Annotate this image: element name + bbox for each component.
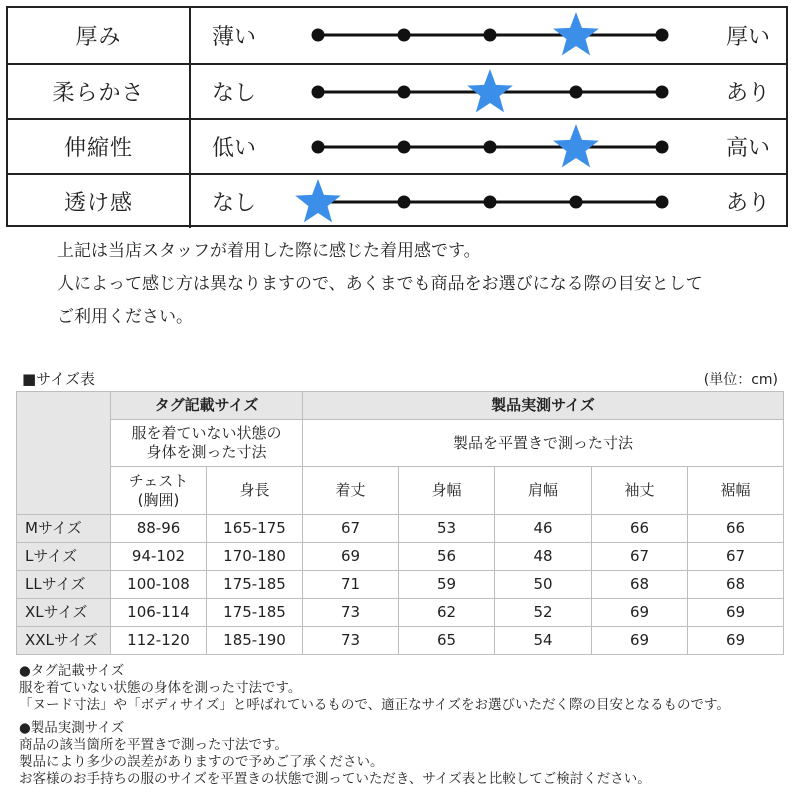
scale-dot <box>398 29 411 42</box>
column-header-length: 着丈 <box>303 467 399 515</box>
scale-dot <box>398 141 411 154</box>
fit-note-line: 人によって感じ方は異なりますので、あくまでも商品をお選びになる際の目安として <box>57 274 703 294</box>
cell-shoulder: 54 <box>495 627 592 655</box>
table-row <box>17 543 784 571</box>
feel-high-label: 高い <box>725 136 770 161</box>
feel-row-sheerness <box>8 173 786 228</box>
column-header-chest <box>111 467 207 515</box>
group-header-measured-size: 製品実測サイズ <box>303 392 784 420</box>
footnote-line: 「ヌード寸法」や「ボディサイズ」と呼ばれているもので、適正なサイズをお選びいただく際の目安となるものです。 <box>19 697 730 713</box>
cell-body-width: 59 <box>399 571 495 599</box>
feel-row-thickness <box>8 8 786 63</box>
cell-chest: 88-96 <box>111 515 207 543</box>
scale-dot <box>570 196 583 209</box>
cell-shoulder: 52 <box>495 599 592 627</box>
column-header-hem: 裾幅 <box>688 467 784 515</box>
cell-length: 73 <box>303 599 399 627</box>
footnote-line: 服を着ていない状態の身体を測った寸法です。 <box>19 680 302 696</box>
scale-dot <box>656 141 669 154</box>
feel-label: 厚み <box>8 8 191 63</box>
size-header-corner <box>17 392 111 515</box>
footnote-line: お客様のお手持ちの服のサイズを平置きの状態で測っていただき、サイズ表と比較してご検討ください。 <box>19 771 651 787</box>
scale-dot <box>312 141 325 154</box>
star-icon <box>553 12 599 55</box>
scale-dot <box>570 86 583 99</box>
column-header-body-width: 身幅 <box>399 467 495 515</box>
feel-low-label: 低い <box>212 136 257 161</box>
feel-scale <box>8 8 786 63</box>
size-name: Mサイズ <box>17 515 111 543</box>
cell-body-width: 53 <box>399 515 495 543</box>
cell-body-width: 65 <box>399 627 495 655</box>
scale-dot <box>398 196 411 209</box>
footnote-heading: ●製品実測サイズ <box>19 720 125 736</box>
chest-header-line: (胸囲) <box>137 490 180 509</box>
cell-body-width: 62 <box>399 599 495 627</box>
feel-scale-table <box>6 6 788 227</box>
table-row <box>17 571 784 599</box>
cell-hem: 69 <box>688 599 784 627</box>
cell-length: 73 <box>303 627 399 655</box>
cell-height: 175-185 <box>207 571 303 599</box>
scale-dot <box>312 86 325 99</box>
feel-low-label: 薄い <box>212 25 257 50</box>
cell-sleeve: 66 <box>592 515 688 543</box>
cell-shoulder: 50 <box>495 571 592 599</box>
scale-dot <box>312 29 325 42</box>
fit-note-line: ご利用ください。 <box>57 307 193 327</box>
cell-shoulder: 46 <box>495 515 592 543</box>
scale-dot <box>656 196 669 209</box>
measured-size-description: 製品を平置きで測った寸法 <box>303 420 784 467</box>
cell-hem: 68 <box>688 571 784 599</box>
cell-sleeve: 69 <box>592 599 688 627</box>
group-header-tag-size: タグ記載サイズ <box>111 392 303 420</box>
scale-dot <box>484 141 497 154</box>
cell-chest: 106-114 <box>111 599 207 627</box>
column-header-shoulder: 肩幅 <box>495 467 592 515</box>
feel-label: 伸縮性 <box>8 120 191 173</box>
cell-hem: 69 <box>688 627 784 655</box>
size-name: LLサイズ <box>17 571 111 599</box>
cell-height: 170-180 <box>207 543 303 571</box>
feel-scale <box>8 175 786 228</box>
cell-height: 175-185 <box>207 599 303 627</box>
cell-sleeve: 69 <box>592 627 688 655</box>
cell-height: 165-175 <box>207 515 303 543</box>
size-table-unit: (単位：cm) <box>703 372 778 388</box>
size-name: Lサイズ <box>17 543 111 571</box>
cell-sleeve: 68 <box>592 571 688 599</box>
feel-high-label: 厚い <box>725 25 770 50</box>
cell-sleeve: 67 <box>592 543 688 571</box>
table-row <box>17 627 784 655</box>
cell-shoulder: 48 <box>495 543 592 571</box>
cell-length: 67 <box>303 515 399 543</box>
feel-row-stretch <box>8 118 786 173</box>
column-header-sleeve: 袖丈 <box>592 467 688 515</box>
feel-row-softness <box>8 63 786 118</box>
cell-height: 185-190 <box>207 627 303 655</box>
feel-low-label: なし <box>212 191 257 216</box>
column-header-height: 身長 <box>207 467 303 515</box>
feel-scale <box>8 120 786 173</box>
scale-dot <box>484 196 497 209</box>
size-name: XXLサイズ <box>17 627 111 655</box>
tag-desc-line: 服を着ていない状態の <box>131 424 282 443</box>
tag-desc-line: 身体を測った寸法 <box>146 443 267 461</box>
table-row <box>17 599 784 627</box>
feel-label: 透け感 <box>8 175 191 228</box>
footnote-line: 商品の該当箇所を平置きで測った寸法です。 <box>19 737 288 753</box>
star-icon <box>553 124 599 167</box>
fit-note-line: 上記は当店スタッフが着用した際に感じた着用感です。 <box>57 241 481 261</box>
footnote-line: 製品により多少の誤差がありますので予めご了承ください。 <box>19 754 384 770</box>
tag-size-description <box>111 420 303 467</box>
cell-body-width: 56 <box>399 543 495 571</box>
chest-header-line: チェスト <box>128 471 189 490</box>
cell-hem: 66 <box>688 515 784 543</box>
feel-scale <box>8 65 786 118</box>
feel-label: 柔らかさ <box>8 65 191 118</box>
cell-length: 71 <box>303 571 399 599</box>
cell-chest: 112-120 <box>111 627 207 655</box>
footnote-heading: ●タグ記載サイズ <box>19 663 125 679</box>
cell-chest: 100-108 <box>111 571 207 599</box>
size-name: XLサイズ <box>17 599 111 627</box>
cell-chest: 94-102 <box>111 543 207 571</box>
star-icon <box>295 179 341 222</box>
size-table <box>16 391 784 655</box>
scale-dot <box>398 86 411 99</box>
size-table-title: ■サイズ表 <box>22 370 95 388</box>
cell-hem: 67 <box>688 543 784 571</box>
scale-dot <box>656 29 669 42</box>
feel-high-label: あり <box>725 191 770 216</box>
table-row <box>17 515 784 543</box>
feel-low-label: なし <box>212 81 257 106</box>
star-icon <box>467 69 513 112</box>
cell-length: 69 <box>303 543 399 571</box>
scale-dot <box>656 86 669 99</box>
feel-high-label: あり <box>725 81 770 106</box>
scale-dot <box>484 29 497 42</box>
